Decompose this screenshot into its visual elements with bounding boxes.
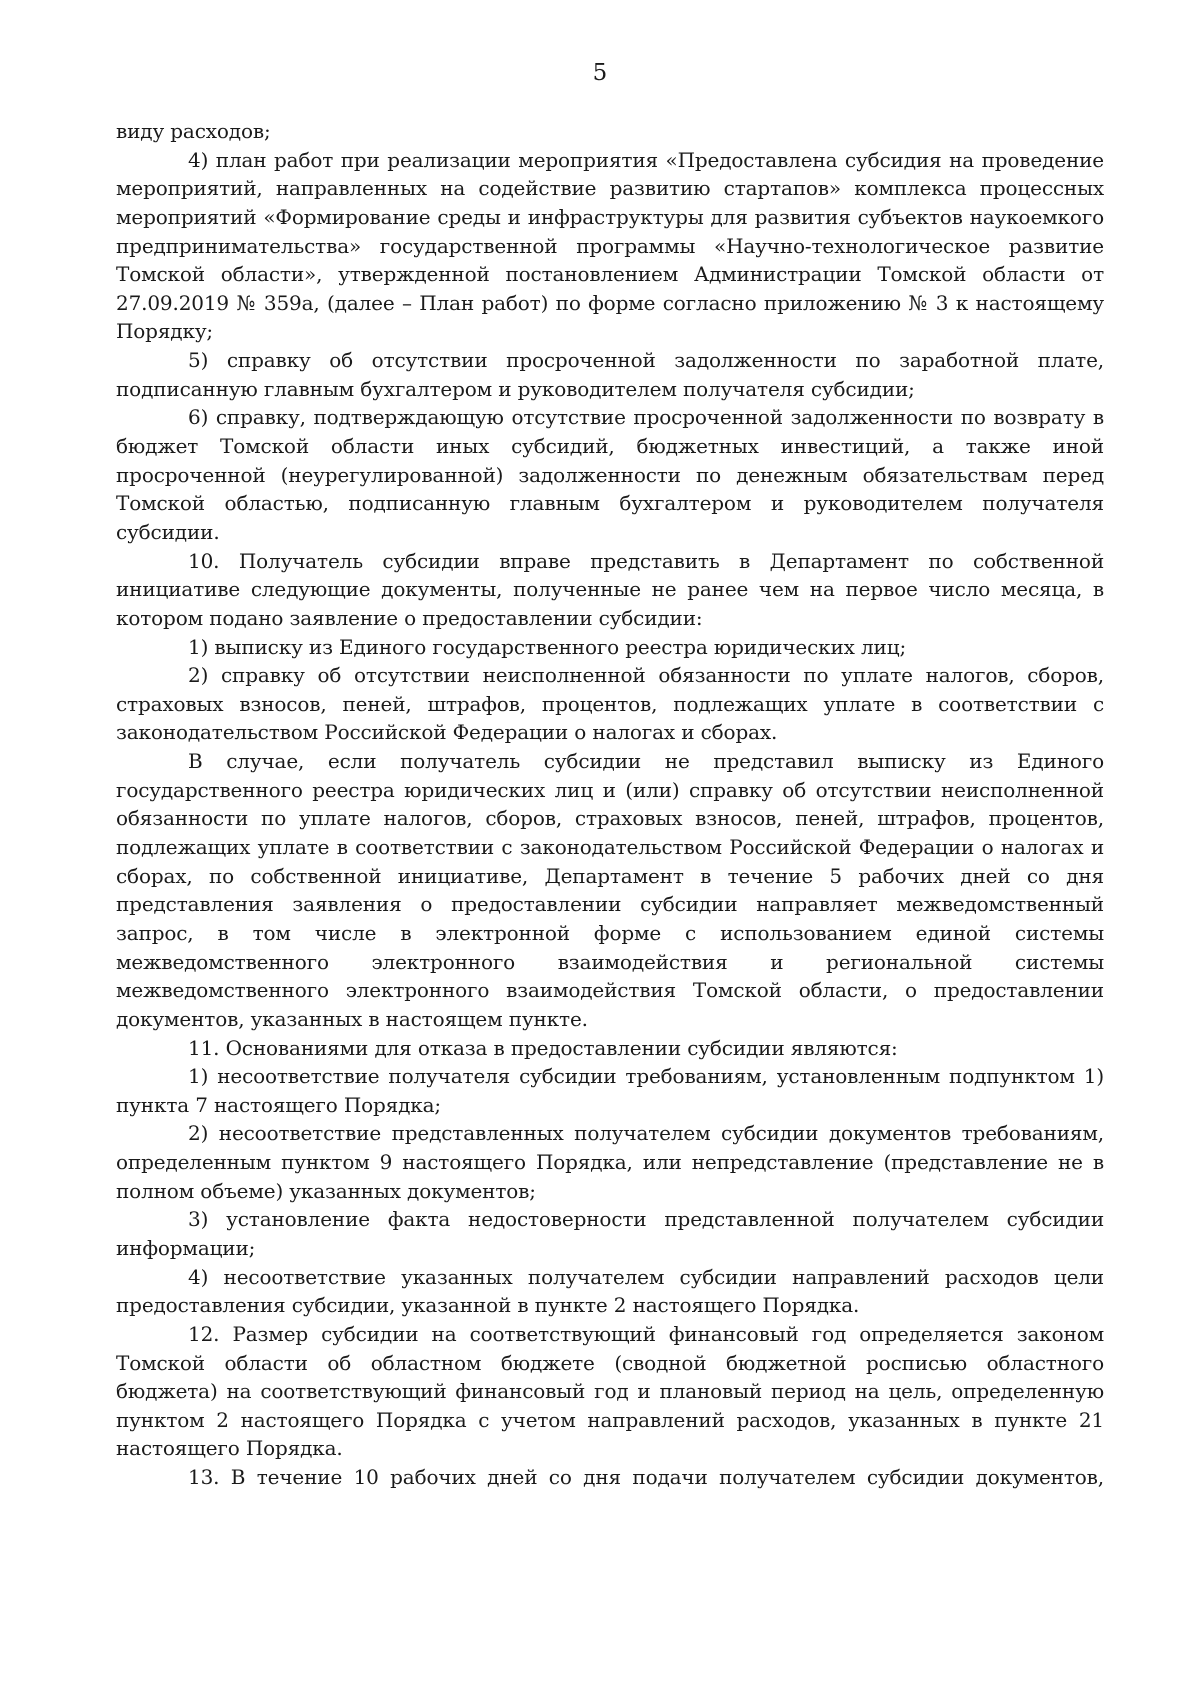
paragraph-clause-11-item-4: 4) несоответствие указанных получателем субсидии направлений расходов цели предоставления субсидии, указанной в пункте 2 настоящего Порядка. (116, 1264, 1104, 1318)
page-number: 5 (592, 60, 608, 86)
paragraph-item-5-salary-debt: 5) справку об отсутствии просроченной задолженности по заработной плате, подписанную главным бухгалтером и руководителем получателя субсидии; (116, 348, 1104, 401)
paragraph-interagency-request: В случае, если получатель субсидии не представил выписку из Единого государственного реестра юридических лиц и (или) справку об отсутствии неисполненной обязанности по уплате налогов, сборов, страховых взносов, пеней, штрафов, процентов, подлежащих уплате в соответствии с законодательством Российской Федерации о налогах и сборах, по собственной инициативе, Департамент в течение 5 рабочих дней со дня представления заявления о предоставлении субсидии направляет межведомственный запрос, в том числе в электронной форме с использованием единой системы межведомственного электронного взаимодействия и региональной системы межведомственного электронного взаимодействия Томской области, о предоставлении документов, указанных в настоящем пункте. (116, 749, 1104, 1031)
paragraph-clause-12: 12. Размер субсидии на соответствующий финансовый год определяется законом Томской области об областном бюджете (сводной бюджетной росписью областного бюджета) на соответствующий финансовый год и плановый период на цель, определенную пунктом 2 настоящего Порядка с учетом направлений расходов, указанных в пункте 21 настоящего Порядка. (116, 1321, 1104, 1461)
paragraph-clause-11: 11. Основаниями для отказа в предоставлении субсидии являются: (188, 1035, 898, 1060)
paragraph-clause-13: 13. В течение 10 рабочих дней со дня подачи получателем субсидии документов, (188, 1465, 1104, 1490)
paragraph-item-4-work-plan: 4) план работ при реализации мероприятия «Предоставлена субсидия на проведение мероприятий, направленных на содействие развитию стартапов» комплекса процессных мероприятий «Формирование среды и инфраструктуры для развития субъектов наукоемкого предпринимательства» государственной программы «Научно-технологическое развитие Томской области», утвержденной постановлением Администрации Томской области от 27.09.2019 № 359а, (далее – План работ) по форме согласно приложению № 3 к настоящему Порядку; (116, 147, 1104, 344)
paragraph-clause-11-item-2: 2) несоответствие представленных получателем субсидии документов требованиям, определенным пунктом 9 настоящего Порядка, или непредставление (представление не в полном объеме) указанных документов; (116, 1121, 1104, 1203)
document-body (116, 117, 1104, 1492)
paragraph-continuation: виду расходов; (116, 119, 271, 143)
paragraph-item-6-budget-debt: 6) справку, подтверждающую отсутствие просроченной задолженности по возврату в бюджет Томской области иных субсидий, бюджетных инвестиций, а также иной просроченной (неурегулированной) задолженности по денежным обязательствам перед Томской областью, подписанную главным бухгалтером и руководителем получателя субсидии. (116, 405, 1104, 544)
paragraph-clause-10-item-2: 2) справку об отсутствии неисполненной обязанности по уплате налогов, сборов, страховых взносов, пеней, штрафов, процентов, подлежащих уплате в соответствии с законодательством Российской Федерации о налогах и сборах. (116, 663, 1104, 745)
paragraph-clause-10: 10. Получатель субсидии вправе представить в Департамент по собственной инициативе следующие документы, полученные не ранее чем на первое число месяца, в котором подано заявление о предоставлении субсидии: (116, 548, 1104, 630)
paragraph-clause-10-item-1: 1) выписку из Единого государственного реестра юридических лиц; (188, 634, 907, 659)
paragraph-clause-11-item-1: 1) несоответствие получателя субсидии требованиям, установленным подпунктом 1) пункта 7 настоящего Порядка; (116, 1064, 1104, 1117)
paragraph-clause-11-item-3: 3) установление факта недостоверности представленной получателем субсидии информации; (116, 1207, 1104, 1260)
